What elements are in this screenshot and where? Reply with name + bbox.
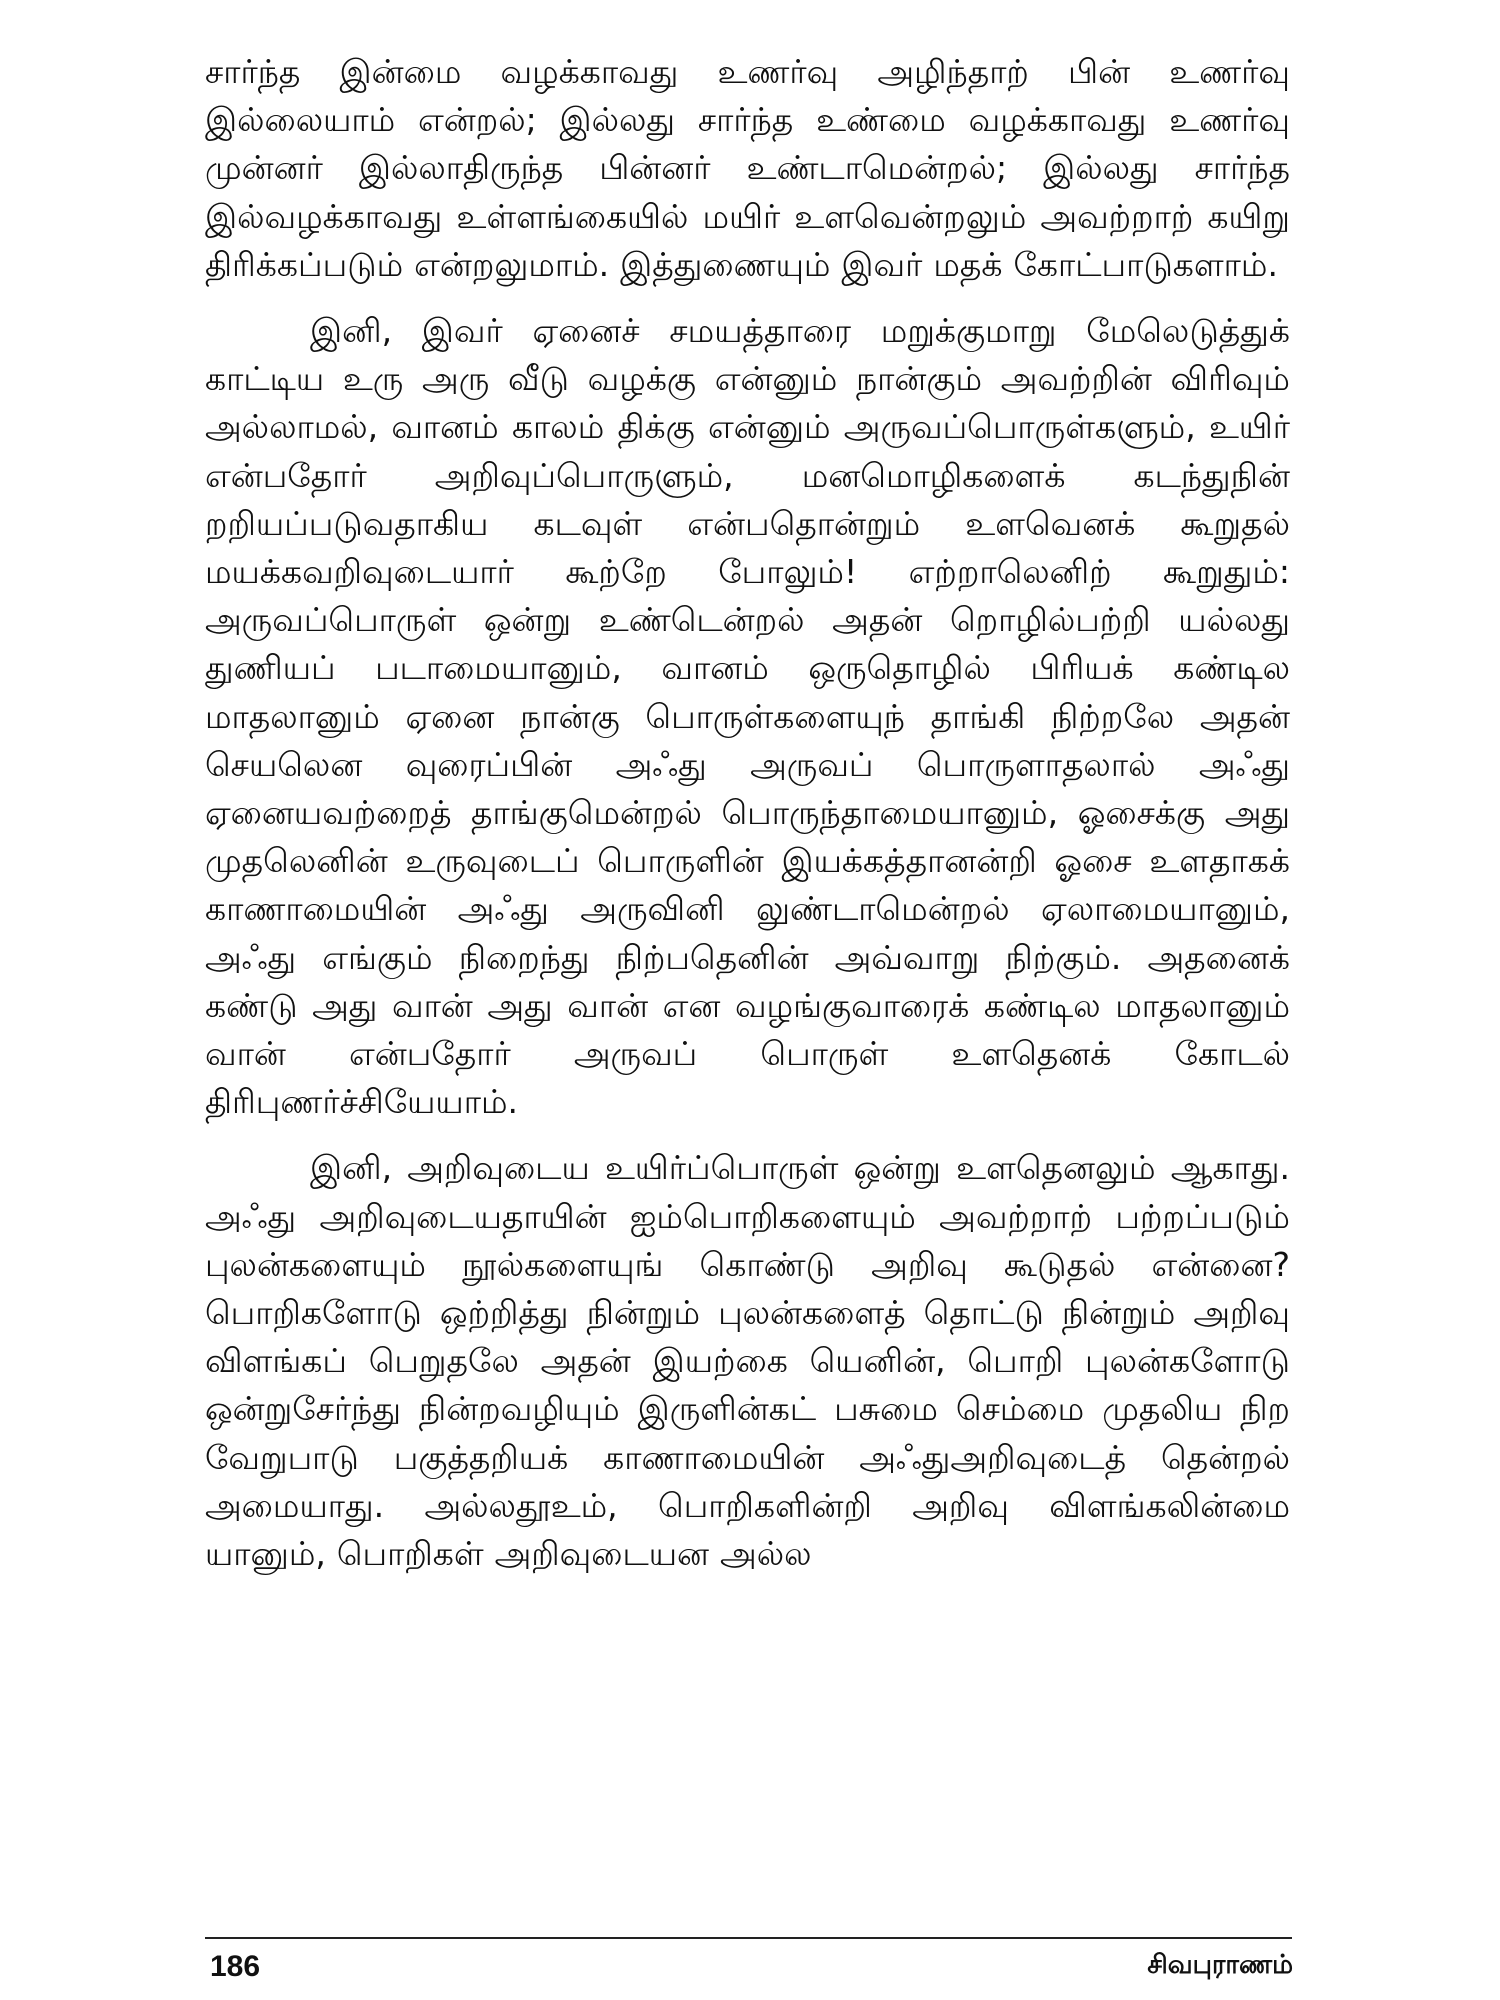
paragraph-2: இனி, இவர் ஏனைச் சமயத்தாரை மறுக்குமாறு மேலெடுத்துக் காட்டிய உரு அரு வீடு வழக்கு என்னும் நான்கும் அவற்றின் விரிவும் அல்லாமல், வானம் காலம் திக்கு என்னும் அருவப்பொருள்களும், உயிர் என்பதோர் அறிவுப்பொருளும், மனமொழிகளைக் கடந்துநின் றறியப்படுவதாகிய கடவுள் என்பதொன்றும் உளவெனக் கூறுதல் மயக்கவறிவுடையார் கூற்றே போலும்! எற்றாலெனிற் கூறுதும்: அருவப்பொருள் ஒன்று உண்டென்றல் அதன் றொழில்பற்றி யல்லது துணியப் படாமையானும், வானம் ஒருதொழில் பிரியக் கண்டில மாதலானும் ஏனை நான்கு பொருள்களையுந் தாங்கி நிற்றலே அதன் செயலென வுரைப்பின் அஃது அருவப் பொருளாதலால் அஃது ஏனையவற்றைத் தாங்குமென்றல் பொருந்தாமையானும், ஓசைக்கு அது முதலெனின் உருவுடைப் பொருளின் இயக்கத்தானன்றி ஓசை உளதாகக் காணாமையின் அஃது அருவினி லுண்டாமென்றல் ஏலாமையானும், அஃது எங்கும் நிறைந்து நிற்பதெனின் அவ்வாறு நிற்கும். அதனைக் கண்டு அது வான் அது வான் என வழங்குவாரைக் கண்டில மாதலானும் வான் என்பதோர் அருவப் பொருள் உளதெனக் கோடல் திரிபுணர்ச்சியேயாம். [205,311,1290,1122]
body-text [205,48,1290,1578]
page-number: 186 [210,1950,261,1983]
running-title: சிவபுராணம் [1147,1950,1293,1980]
paragraph-1: சார்ந்த இன்மை வழக்காவது உணர்வு அழிந்தாற் பின் உணர்வு இல்லையாம் என்றல்; இல்லது சார்ந்த உண்மை வழக்காவது உணர்வு முன்னர் இல்லாதிருந்த பின்னர் உண்டாமென்றல்; இல்லது சார்ந்த இல்வழக்காவது உள்ளங்கையில் மயிர் உளவென்றலும் அவற்றாற் கயிறு திரிக்கப்படும் என்றலுமாம். இத்துணையும் இவர் மதக் கோட்பாடுகளாம். [205,52,1290,284]
footer-divider [205,1937,1292,1939]
paragraph-3: இனி, அறிவுடைய உயிர்ப்பொருள் ஒன்று உளதெனலும் ஆகாது. அஃது அறிவுடையதாயின் ஐம்பொறிகளையும் அவற்றாற் பற்றப்படும் புலன்களையும் நூல்களையுங் கொண்டு அறிவு கூடுதல் என்னை? பொறிகளோடு ஒற்றித்து நின்றும் புலன்களைத் தொட்டு நின்றும் அறிவு விளங்கப் பெறுதலே அதன் இயற்கை யெனின், பொறி புலன்களோடு ஒன்றுசேர்ந்து நின்றவழியும் இருளின்கட் பசுமை செம்மை முதலிய நிற வேறுபாடு பகுத்தறியக் காணாமையின் அஃதுஅறிவுடைத் தென்றல் அமையாது. அல்லதூஉம், பொறிகளின்றி அறிவு விளங்கலின்மை யானும், பொறிகள் அறிவுடையன அல்ல [205,1148,1290,1574]
